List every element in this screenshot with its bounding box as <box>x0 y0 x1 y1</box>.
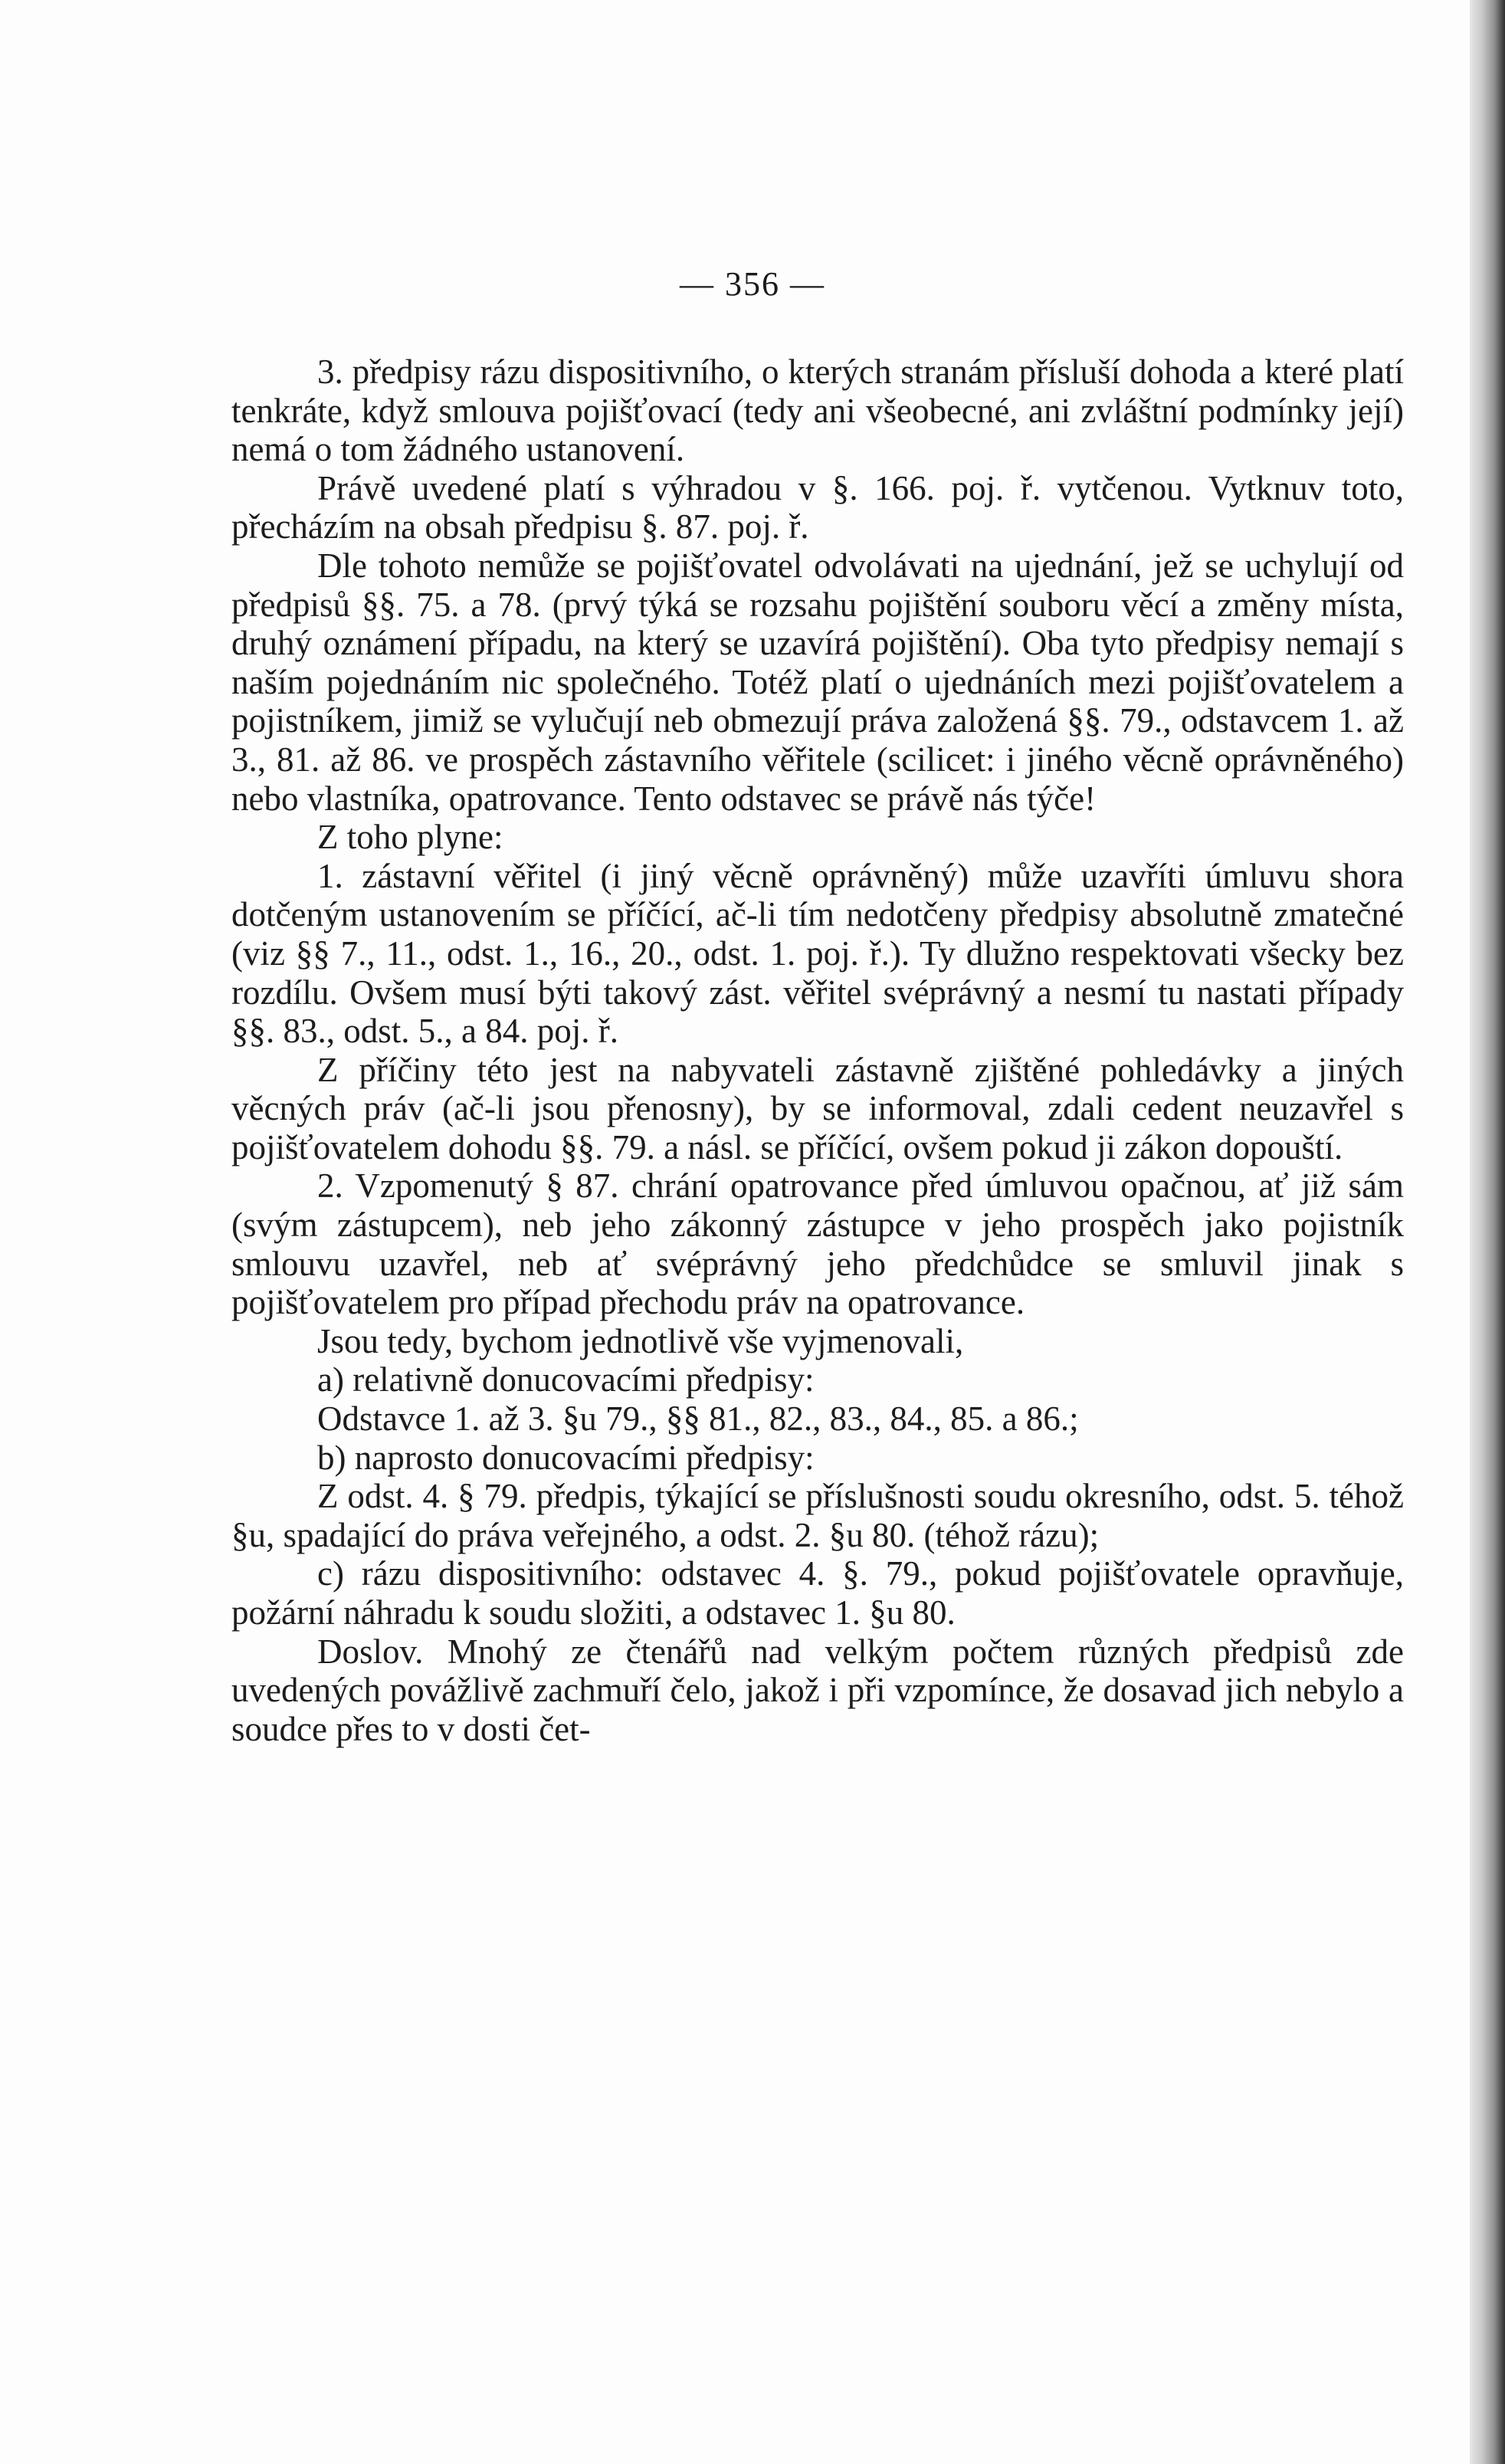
paragraph-6: Z příčiny této jest na nabyvateli zástavně zjištěné pohledávky a jiných věcných práv (ač-li jsou přenosny), by se informoval, zdali cedent neuzavřel s pojišťovatelem dohodu §§. 79. a násl. se příčící, ovšem pokud ji zákon dopouští. <box>231 1050 1404 1166</box>
paragraph-4: Z toho plyne: <box>317 818 503 857</box>
paragraph-1: 3. předpisy rázu dispositivního, o kterých stranám přísluší dohoda a které platí tenkráte, když smlouva pojišťovací (tedy ani všeobecné, ani zvláštní podmínky její) nemá o tom žádného ustanovení. <box>231 353 1404 469</box>
paragraph-7: 2. Vzpomenutý § 87. chrání opatrovance před úmluvou opačnou, ať již sám (svým zástupcem), neb jeho zákonný zástupce v jeho prospěch jako pojistník smlouvu uzavřel, neb ať svéprávný jeho předchůdce se smluvil jinak s pojišťovatelem pro případ přechodu práv na opatrovance. <box>231 1166 1404 1322</box>
paragraph-5: 1. zástavní věřitel (i jiný věcně oprávněný) může uzavříti úmluvu shora dotčeným ustanovením se příčící, ač-li tím nedotčeny předpisy absolutně zmatečné (viz §§ 7., 11., odst. 1., 16., 20., odst. 1. poj. ř.). Ty dlužno respektovati všecky bez rozdílu. Ovšem musí býti takový zást. věřitel svéprávný a nesmí tu nastati případy §§. 83., odst. 5., a 84. poj. ř. <box>231 856 1404 1051</box>
paragraph-11: b) naprosto donucovacími předpisy: <box>317 1438 815 1477</box>
paragraph-8: Jsou tedy, bychom jednotlivě vše vyjmenovali, <box>317 1321 964 1360</box>
paragraph-2: Právě uvedené platí s výhradou v §. 166. poj. ř. vytčenou. Vytknuv toto, přecházím na obsah předpisu §. 87. poj. ř. <box>231 468 1404 546</box>
body-text <box>231 353 1404 1748</box>
paragraph-14: Doslov. Mnohý ze čtenářů nad velkým počtem různých předpisů zde uvedených povážlivě zachmuří čelo, jakož i při vzpomínce, že dosavad jich nebylo a soudce přes to v dosti čet- <box>231 1632 1404 1748</box>
page-number: — 356 — <box>680 265 825 303</box>
paragraph-10: Odstavce 1. až 3. §u 79., §§ 81., 82., 83., 84., 85. a 86.; <box>317 1399 1079 1439</box>
paragraph-13: c) rázu dispositivního: odstavec 4. §. 79., pokud pojišťovatele opravňuje, požární náhradu k soudu složiti, a odstavec 1. §u 80. <box>231 1554 1404 1632</box>
paragraph-9: a) relativně donucovacími předpisy: <box>317 1360 815 1399</box>
book-spine-shadow <box>1470 0 1505 2464</box>
paragraph-12: Z odst. 4. § 79. předpis, týkající se příslušnosti soudu okresního, odst. 5. téhož §u, spadající do práva veřejného, a odst. 2. §u 80. (téhož rázu); <box>231 1477 1404 1554</box>
paragraph-3: Dle tohoto nemůže se pojišťovatel odvolávati na ujednání, jež se uchylují od předpisů §§. 75. a 78. (prvý týká se rozsahu pojištění souboru věcí a změny místa, druhý oznámení případu, na který se uzavírá pojištění). Oba tyto předpisy nemají s naším pojednáním nic společného. Totéž platí o ujednáních mezi pojišťovatelem a pojistníkem, jimiž se vylučují neb obmezují práva založená §§. 79., odstavcem 1. až 3., 81. až 86. ve prospěch zástavního věřitele (scilicet: i jiného věcně oprávněného) nebo vlastníka, opatrovance. Tento odstavec se právě nás týče! <box>231 546 1404 818</box>
